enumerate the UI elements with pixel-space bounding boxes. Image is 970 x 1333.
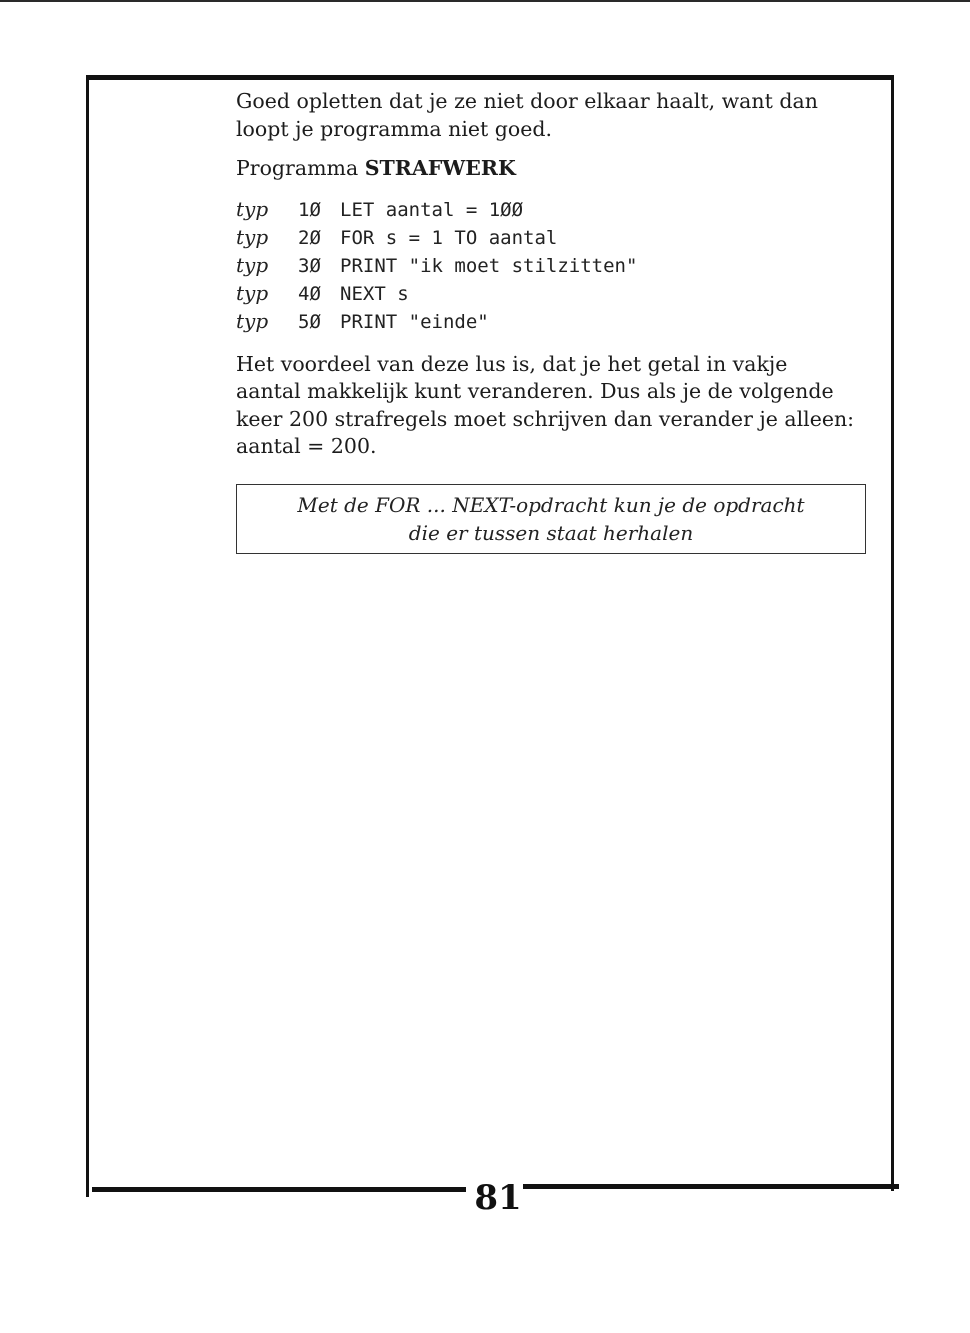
code-listing	[236, 197, 856, 337]
code-line	[236, 225, 856, 253]
scan-top-edge-rule	[0, 0, 970, 2]
rule-box-line-1: Met de FOR ... NEXT-opdracht kun je de opdracht	[297, 493, 805, 517]
code-statement: LET aantal = 1ØØ	[340, 198, 524, 221]
frame-right-border	[891, 75, 894, 1191]
code-statement: NEXT s	[340, 282, 409, 305]
code-line	[236, 253, 856, 281]
typ-label: typ	[236, 196, 269, 221]
summary-rule-box	[236, 484, 866, 554]
page-number: 81	[474, 1178, 522, 1218]
typ-label: typ	[236, 252, 269, 277]
code-statement: FOR s = 1 TO aantal	[340, 226, 558, 249]
typ-label: typ	[236, 308, 269, 333]
program-heading	[236, 155, 856, 183]
typ-label: typ	[236, 224, 269, 249]
line-number: 2Ø	[298, 226, 321, 249]
line-number: 1Ø	[298, 198, 321, 221]
footer-rule-right	[523, 1184, 899, 1189]
frame-left-border	[86, 75, 89, 1197]
program-title: STRAFWERK	[364, 156, 516, 180]
footer-rule-left	[92, 1187, 466, 1192]
code-statement: PRINT "einde"	[340, 310, 489, 333]
typ-label: typ	[236, 280, 269, 305]
line-number: 4Ø	[298, 282, 321, 305]
intro-paragraph: Goed opletten dat je ze niet door elkaar haalt, want dan loopt je programma niet goed.	[236, 89, 818, 141]
code-line	[236, 197, 856, 225]
code-line	[236, 281, 856, 309]
explanation-paragraph: Het voordeel van deze lus is, dat je het getal in vakje aantal makkelijk kunt veranderen. Dus als je de volgende keer 200 strafregels moet schrijven dan verander je alleen: aantal = 200.	[236, 351, 855, 458]
code-line	[236, 309, 856, 337]
code-statement: PRINT "ik moet stilzitten"	[340, 254, 638, 277]
rule-box-line-2: die er tussen staat herhalen	[408, 521, 694, 545]
line-number: 5Ø	[298, 310, 321, 333]
program-label: Programma	[236, 156, 359, 180]
page-content	[236, 88, 856, 461]
frame-top-border	[86, 75, 894, 80]
line-number: 3Ø	[298, 254, 321, 277]
